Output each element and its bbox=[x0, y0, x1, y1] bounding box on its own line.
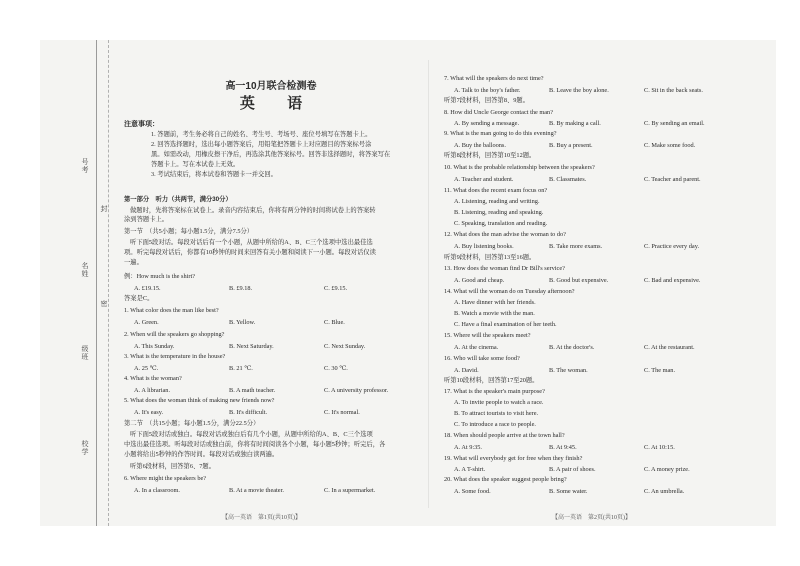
option: A. Talk to the boy's father. bbox=[454, 87, 521, 94]
gutter-label-class: 级班 bbox=[81, 345, 89, 361]
question: 14. What will the woman do on Tuesday afternoon? bbox=[444, 288, 575, 295]
option: A. It's easy. bbox=[134, 409, 164, 416]
option: B. Watch a movie with the man. bbox=[454, 310, 535, 317]
question: 3. What is the temperature in the house? bbox=[124, 353, 226, 360]
section-desc: 一遍。 bbox=[124, 259, 143, 266]
option: C. At the restaurant. bbox=[644, 344, 695, 351]
option: A. David. bbox=[454, 367, 479, 374]
question: 9. What is the man going to do this evening? bbox=[444, 130, 557, 137]
option: C. At 10:15. bbox=[644, 444, 675, 451]
option: C. It's normal. bbox=[324, 409, 360, 416]
question: 5. What does the woman think of making new friends now? bbox=[124, 397, 275, 404]
option: C. An umbrella. bbox=[644, 488, 685, 495]
seal-dashed-line bbox=[108, 40, 109, 526]
question: 12. What does the man advise the woman to do? bbox=[444, 231, 566, 238]
section-desc: 项。听完每段对话后，你都有10秒钟的时间来回答有关小题和阅读下一小题。每段对话仅读 bbox=[124, 249, 376, 256]
notice-heading: 注意事项： bbox=[124, 121, 159, 128]
option: B. At the doctor's. bbox=[549, 344, 595, 351]
notice-line: 答题卡上。写在本试卷上无效。 bbox=[151, 161, 240, 168]
question: 7. What will the speakers do next time? bbox=[444, 75, 544, 82]
option: B. Classmates. bbox=[549, 176, 587, 183]
example-answer: 答案是C。 bbox=[124, 295, 154, 302]
option: C. Speaking, translation and reading. bbox=[454, 220, 548, 227]
option: B. A pair of shoes. bbox=[549, 466, 596, 473]
option: A. 25 ℃. bbox=[134, 365, 159, 372]
option: A. Buy listening books. bbox=[454, 243, 514, 250]
option: C. A university professor. bbox=[324, 387, 389, 394]
question: 10. What is the probable relationship between the speakers? bbox=[444, 164, 595, 171]
option: B. £9.18. bbox=[229, 285, 253, 292]
option: A. To invite people to watch a race. bbox=[454, 399, 544, 406]
option: C. Next Sunday. bbox=[324, 343, 366, 350]
question: 6. Where might the speakers be? bbox=[124, 475, 207, 482]
example-question: 例：How much is the shirt? bbox=[124, 273, 196, 280]
intro-line: 涂到答题卡上。 bbox=[124, 216, 169, 223]
option: A. At the cinema. bbox=[454, 344, 499, 351]
option: B. Leave the boy alone. bbox=[549, 87, 609, 94]
option: C. 30 ℃. bbox=[324, 365, 348, 372]
option: A. £19.15. bbox=[134, 285, 161, 292]
gutter-label-exam-no: 号考 bbox=[81, 158, 89, 174]
question: 13. How does the woman find Dr Bill's service? bbox=[444, 265, 565, 272]
option: B. Take more exams. bbox=[549, 243, 603, 250]
notice-line: 黑。如需改动，用橡皮擦干净后，再选涂其他答案标号。回答非选择题时，将答案写在 bbox=[151, 151, 391, 158]
question: 4. What is the woman? bbox=[124, 375, 182, 382]
option: A. In a classroom. bbox=[134, 487, 180, 494]
question: 20. What does the speaker suggest people bring? bbox=[444, 476, 567, 483]
option: C. Sit in the back seats. bbox=[644, 87, 703, 94]
option: C. Have a final examination of her teeth. bbox=[454, 321, 557, 328]
option: A. By sending a message. bbox=[454, 120, 520, 127]
option: B. Some water. bbox=[549, 488, 588, 495]
question: 1. What color does the man like best? bbox=[124, 307, 219, 314]
option: C. By sending an email. bbox=[644, 120, 705, 127]
option: C. £9.15. bbox=[324, 285, 348, 292]
option: A. Good and cheap. bbox=[454, 277, 505, 284]
option: A. Buy the balloons. bbox=[454, 142, 506, 149]
material-note: 听第8段材料，回答第10至12题。 bbox=[444, 152, 536, 159]
material-note: 听第10段材料，回答第17至20题。 bbox=[444, 377, 539, 384]
material-note: 听第9段材料，回答第13至16题。 bbox=[444, 254, 536, 261]
option: B. At a movie theater. bbox=[229, 487, 284, 494]
section-title: 第二节 （共15小题；每小题1.5分，满分22.5分） bbox=[124, 420, 260, 427]
option: B. Good but expensive. bbox=[549, 277, 609, 284]
section-desc: 小题将给出5秒钟的作答时间。每段对话或独白读两遍。 bbox=[124, 451, 279, 458]
section-desc: 听下面5段对话。每段对话后有一个小题，从题中所给的A、B、C三个选项中选出最佳选 bbox=[130, 239, 373, 246]
question: 15. Where will the speakers meet? bbox=[444, 332, 531, 339]
section-desc: 听下面5段对话或独白。每段对话或独白后有几个小题，从题中所给的A、B、C三个选项 bbox=[130, 431, 373, 438]
option: B. Buy a present. bbox=[549, 142, 593, 149]
intro-line: 做题时，先将答案标在试卷上。录音内容结束后，你将有两分钟的时间将试卷上的答案转 bbox=[130, 207, 376, 214]
option: C. The man. bbox=[644, 367, 676, 374]
option: A. A T-shirt. bbox=[454, 466, 486, 473]
option: B. The woman. bbox=[549, 367, 588, 374]
page-footer-left: 【高一英语 第1页(共10页)】 bbox=[222, 515, 301, 521]
option: A. Some food. bbox=[454, 488, 491, 495]
section-desc: 中选出最佳选项。听每段对话或独白前，你将有时间阅读各个小题，每小题5秒钟；听完后，各 bbox=[124, 441, 386, 448]
notice-line: 2. 回答选择题时，选出每小题答案后，用铅笔把答题卡上对应题目的答案标号涂 bbox=[151, 141, 372, 148]
column-divider bbox=[428, 60, 429, 508]
part-title: 第一部分 听力（共两节，满分30分） bbox=[124, 196, 232, 203]
gutter-label-name: 名姓 bbox=[81, 262, 89, 278]
binding-line bbox=[96, 40, 97, 526]
material-note: 听第6段材料，回答第6、7题。 bbox=[130, 463, 216, 470]
option: A. Green. bbox=[134, 319, 159, 326]
option: C. Make some food. bbox=[644, 142, 696, 149]
option: B. 21 ℃. bbox=[229, 365, 253, 372]
option: B. A math teacher. bbox=[229, 387, 276, 394]
option: B. To attract tourists to visit here. bbox=[454, 410, 539, 417]
option: C. Bad and expensive. bbox=[644, 277, 701, 284]
gutter-seal-char: 封 bbox=[100, 205, 108, 213]
option: A. Teacher and student. bbox=[454, 176, 514, 183]
gutter-label-school: 校学 bbox=[81, 440, 89, 456]
exam-subject: 英 语 bbox=[239, 95, 317, 112]
option: C. Practice every day. bbox=[644, 243, 700, 250]
question: 11. What does the recent exam focus on? bbox=[444, 187, 548, 194]
question: 18. When should people arrive at the town hall? bbox=[444, 432, 565, 439]
notice-line: 3. 考试结束后，将本试卷和答题卡一并交回。 bbox=[151, 171, 277, 178]
question: 2. When will the speakers go shopping? bbox=[124, 331, 225, 338]
notice-line: 1. 答题前，考生务必将自己的姓名、考生号、考场号、座位号填写在答题卡上。 bbox=[151, 131, 372, 138]
page-footer-right: 【高一英语 第2页(共10页)】 bbox=[552, 515, 631, 521]
option: A. Listening, reading and writing. bbox=[454, 198, 540, 205]
option: B. Listening, reading and speaking. bbox=[454, 209, 544, 216]
option: C. A money prize. bbox=[644, 466, 690, 473]
material-note: 听第7段材料，回答第8、9题。 bbox=[444, 97, 530, 104]
option: B. It's difficult. bbox=[229, 409, 268, 416]
exam-title: 高一10月联合检测卷 bbox=[225, 81, 317, 92]
option: B. Next Saturday. bbox=[229, 343, 274, 350]
gutter-mi-char: 密 bbox=[100, 300, 108, 308]
option: A. This Sunday. bbox=[134, 343, 175, 350]
question: 17. What is the speaker's main purpose? bbox=[444, 388, 545, 395]
option: C. Teacher and parent. bbox=[644, 176, 701, 183]
option: A. Have dinner with her friends. bbox=[454, 299, 536, 306]
option: A. A librarian. bbox=[134, 387, 171, 394]
question: 19. What will everybody get for free when they finish? bbox=[444, 455, 583, 462]
option: C. Blue. bbox=[324, 319, 345, 326]
option: B. Yellow. bbox=[229, 319, 256, 326]
option: A. At 9:35. bbox=[454, 444, 482, 451]
option: B. By making a call. bbox=[549, 120, 601, 127]
section-title: 第一节 （共5小题；每小题1.5分，满分7.5分） bbox=[124, 228, 254, 235]
option: B. At 9:45. bbox=[549, 444, 577, 451]
question: 8. How did Uncle George contact the man? bbox=[444, 109, 553, 116]
option: C. To introduce a race to people. bbox=[454, 421, 536, 428]
option: C. In a supermarket. bbox=[324, 487, 376, 494]
question: 16. Who will take some food? bbox=[444, 355, 520, 362]
